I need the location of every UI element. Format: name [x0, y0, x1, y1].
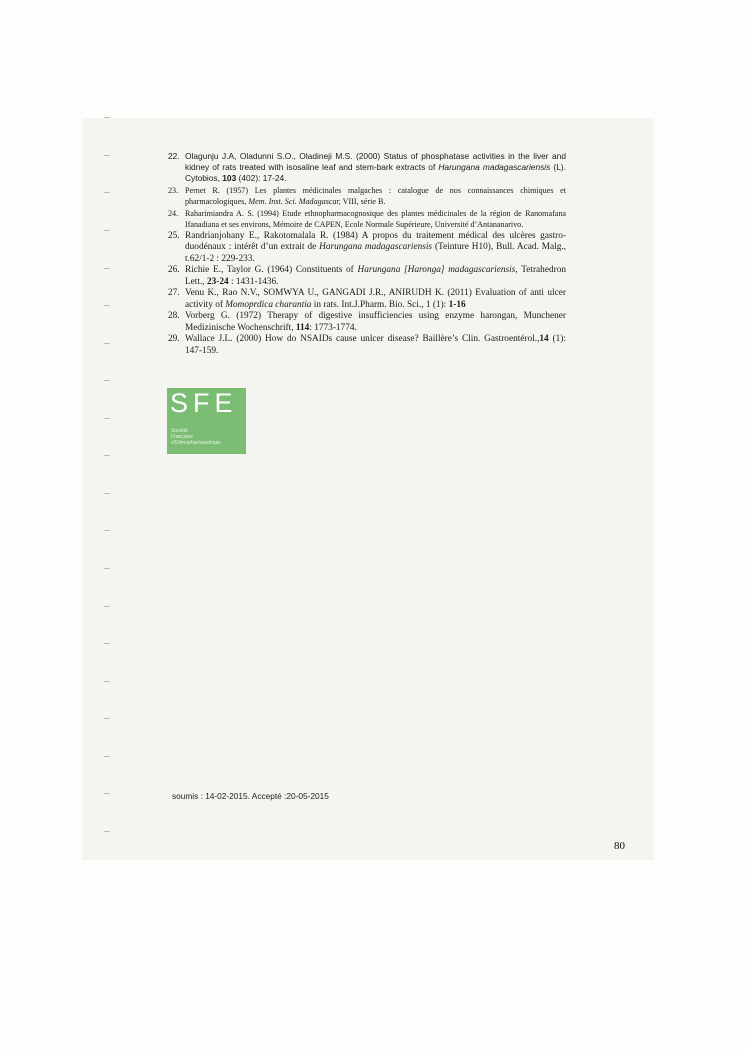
margin-mark [104, 380, 110, 381]
reference-number: 26. [168, 265, 180, 276]
submission-dates: soumis : 14-02-2015. Accepté :20-05-2015 [172, 791, 329, 801]
reference-text: Vorberg G. (1972) Therapy of digestive insufficiencies using enzyme harongan, Munchener Medizinische Wochenschrift, 114: 1773-1774. [185, 311, 566, 333]
reference-item [168, 208, 566, 230]
margin-mark [104, 493, 110, 494]
margin-mark [104, 643, 110, 644]
reference-number: 28. [168, 311, 180, 322]
binding-margin-marks [0, 0, 140, 1053]
reference-number: 22. [168, 151, 180, 161]
reference-item [168, 334, 566, 356]
margin-mark [104, 230, 110, 231]
margin-mark [104, 268, 110, 269]
reference-number: 23. [168, 186, 179, 196]
sfe-logo [167, 388, 246, 454]
page-number: 80 [614, 840, 625, 852]
margin-mark [104, 343, 110, 344]
margin-mark [104, 418, 110, 419]
logo-subtitle: Société Française d’Ethnopharmacologie [171, 428, 221, 446]
reference-item [168, 151, 566, 185]
reference-item [168, 288, 566, 310]
margin-mark [104, 606, 110, 607]
margin-mark [104, 192, 110, 193]
reference-item [168, 265, 566, 287]
reference-text: Venu K., Rao N.V., SOMWYA U., GANGADI J.R., ANIRUDH K. (2011) Evaluation of anti ulcer activity of Momoprdica charantia in rats. Int.J.Pharm. Bio. Sci., 1 (1): 1-16 [185, 288, 566, 310]
reference-text: Randrianjohany E., Rakotomalala R. (1984) A propos du traitement médical des ulcères gastro-duodénaux : intérêt d’un extrait de Harungana madagascariensis (Teinture H10), Bull. Acad. Malg., t.62/1-2 : 229-233. [185, 231, 566, 264]
margin-mark [104, 155, 110, 156]
margin-mark [104, 718, 110, 719]
reference-text: Pernet R. (1957) Les plantes médicinales malgaches : catalogue de nos connaissances chimiques et pharmacologiques, Mem. Inst. Sci. Madagascar, VIII, série B. [185, 186, 566, 207]
reference-text: Richie E., Taylor G. (1964) Constituents of Harungana [Haronga] madagascariensis, Tetrahedron Lett., 23-24 : 1431-1436. [185, 265, 566, 287]
reference-item [168, 231, 566, 265]
margin-mark [104, 681, 110, 682]
reference-text: Raharimiandra A. S. (1994) Etude ethnopharmacognosique des plantes médicinales de la région de Ranomafana Ifanadiana et ses environs, Mémoire de CAPEN, Ecole Normale Supérieure, Université d’Antananarivo. [185, 209, 566, 230]
margin-mark [104, 530, 110, 531]
reference-number: 29. [168, 334, 180, 345]
margin-mark [104, 455, 110, 456]
reference-number: 24. [168, 209, 179, 219]
margin-mark [104, 305, 110, 306]
margin-mark [104, 831, 110, 832]
reference-number: 25. [168, 231, 180, 242]
reference-text: Wallace J.L. (2000) How do NSAIDs cause unlcer disease? Baillère’s Clin. Gastroentérol.,14 (1): 147-159. [185, 334, 566, 356]
reference-item [168, 185, 566, 207]
reference-item [168, 311, 566, 333]
logo-wordmark: SFE [170, 388, 238, 418]
margin-mark [104, 568, 110, 569]
reference-list [168, 151, 566, 357]
margin-mark [104, 117, 110, 118]
reference-text: Olagunju J.A, Oladunni S.O., Oladineji M.S. (2000) Status of phosphatase activities in the liver and kidney of rats treated with isosaline leaf and stem-bark extracts of Harungana madagascariensis (L). Cytobios, 103 (402): 17-24. [185, 151, 566, 184]
margin-mark [104, 756, 110, 757]
margin-mark [104, 793, 110, 794]
reference-number: 27. [168, 288, 180, 299]
